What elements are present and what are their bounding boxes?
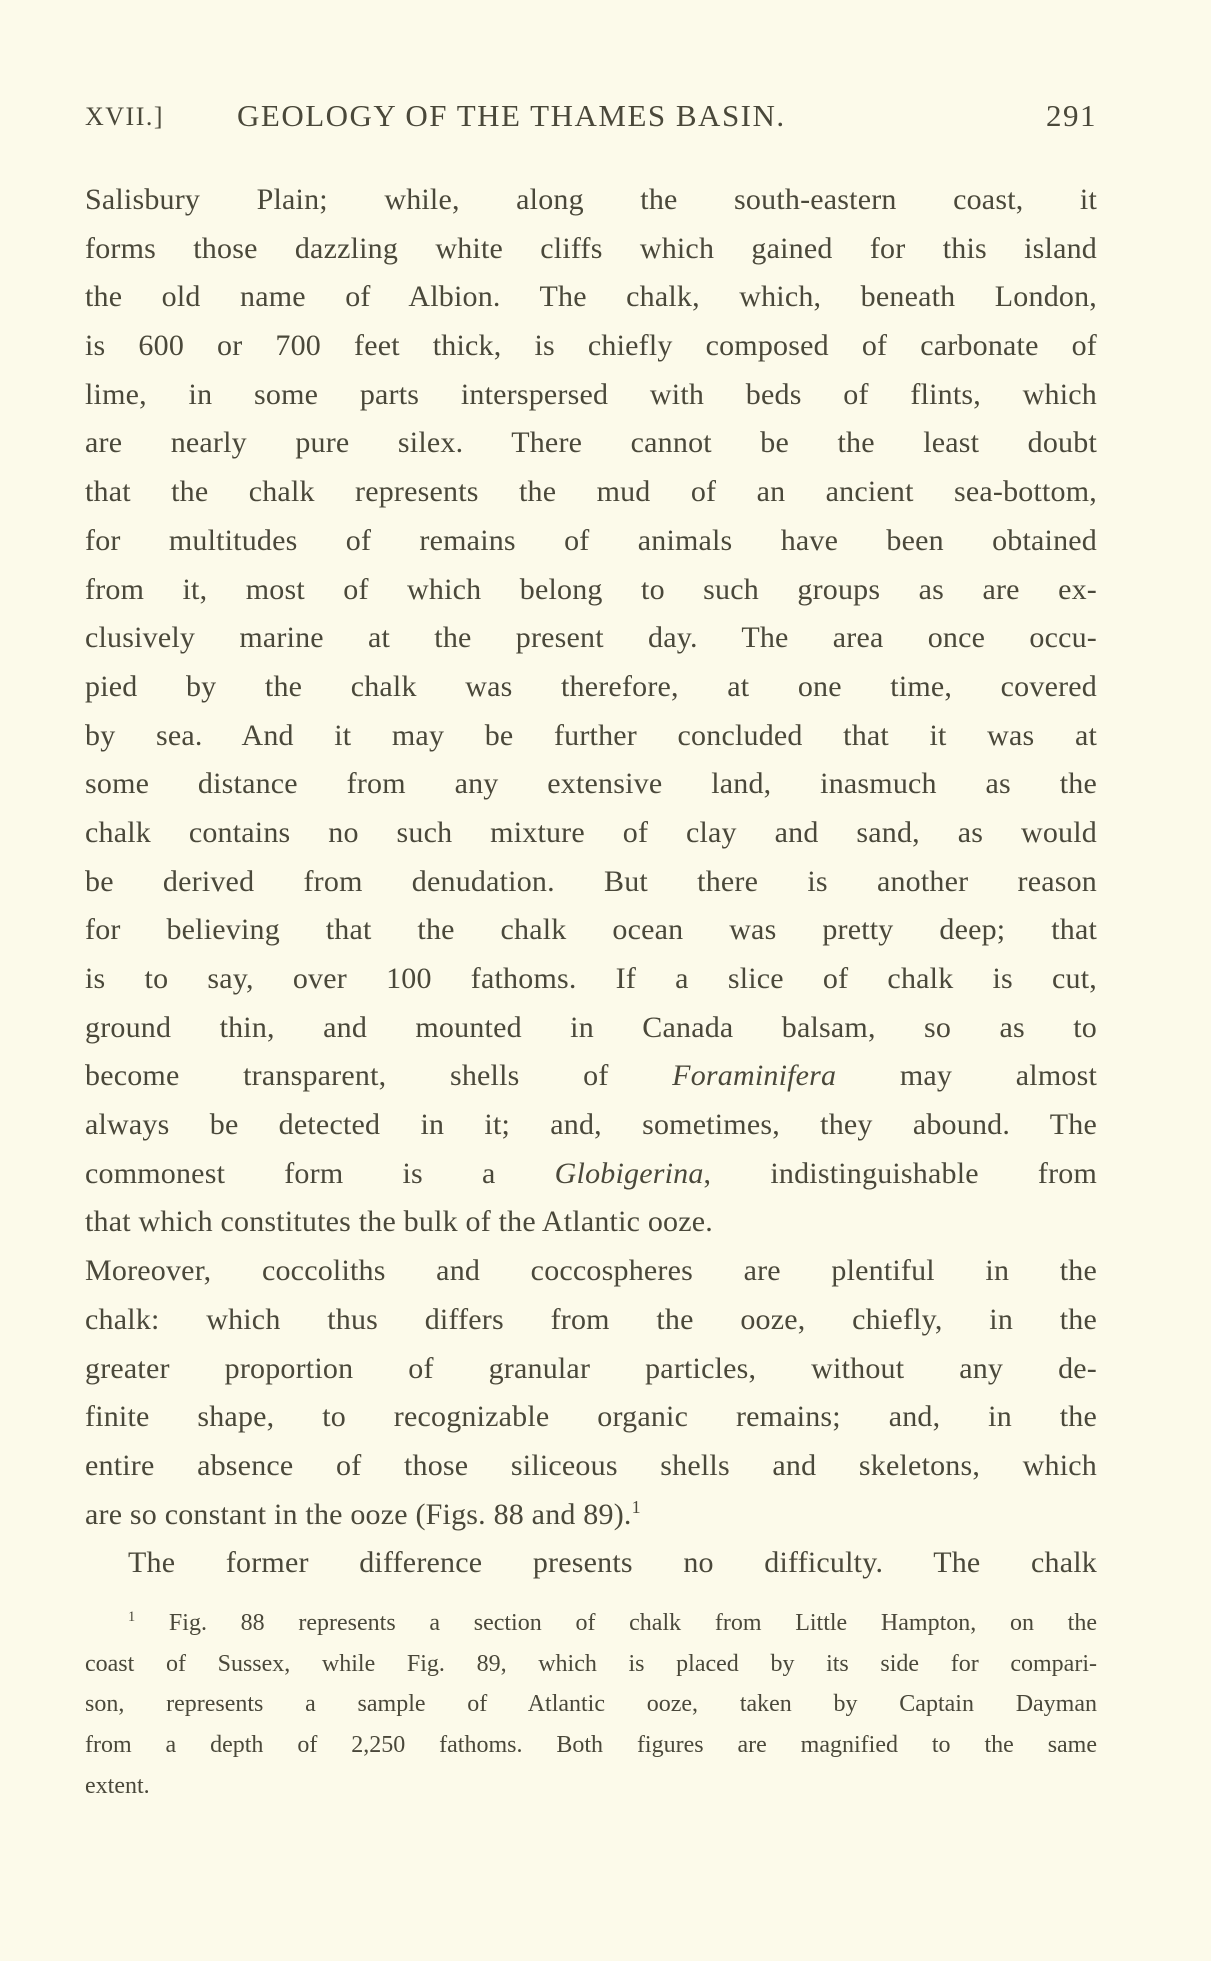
text-segment: , indistinguishable from: [703, 1156, 1098, 1190]
footnote-line: [85, 1603, 1097, 1644]
text-line: [85, 858, 1097, 907]
text-line: [85, 1247, 1097, 1296]
footnote-text: extent.: [85, 1772, 150, 1799]
text-line: [85, 176, 1097, 225]
text-line: [85, 419, 1097, 468]
footnote-line: [85, 1766, 1097, 1807]
text-line: [85, 1491, 1097, 1540]
footnote-line: [85, 1644, 1097, 1685]
chapter-number: XVII.]: [85, 102, 165, 131]
text-segment: become transparent, shells of: [85, 1059, 673, 1093]
text-line: [85, 1393, 1097, 1442]
text-segment: may almost: [836, 1059, 1097, 1093]
text-segment: chalk contains no such mixture of clay and sand, as would: [85, 815, 1097, 849]
italic-term: Globigerina: [554, 1156, 704, 1190]
text-segment: chalk: which thus differs from the ooze, chiefly, in the: [85, 1302, 1097, 1336]
text-segment: the old name of Albion. The chalk, which, beneath London,: [85, 280, 1097, 314]
footnote-marker: 1: [128, 1609, 136, 1625]
text-line: [85, 371, 1097, 420]
text-segment: Salisbury Plain; while, along the south-eastern coast, it: [85, 183, 1097, 216]
text-segment: lime, in some parts interspersed with beds of flints, which: [85, 377, 1097, 411]
text-segment: Moreover, coccoliths and coccospheres are plentiful in the: [85, 1254, 1097, 1288]
text-line: [85, 322, 1097, 371]
text-line: [85, 1052, 1097, 1101]
text-segment: clusively marine at the present day. The area once occu-: [85, 621, 1097, 655]
footnote-line: [85, 1725, 1097, 1766]
text-line: [85, 1101, 1097, 1150]
footnote-reference: 1: [631, 1496, 641, 1517]
text-segment: entire absence of those siliceous shells and skeletons, which: [85, 1448, 1097, 1482]
text-line: [85, 712, 1097, 761]
italic-term: Foraminifera: [672, 1059, 837, 1093]
text-line: [85, 760, 1097, 809]
text-line: [85, 1150, 1097, 1199]
text-line: [85, 1004, 1097, 1053]
text-line: [85, 1345, 1097, 1394]
text-line: [85, 906, 1097, 955]
text-line: [85, 517, 1097, 566]
text-segment: some distance from any extensive land, inasmuch as the: [85, 767, 1097, 801]
text-segment: is 600 or 700 feet thick, is chiefly composed of carbonate of: [85, 329, 1097, 363]
text-segment: pied by the chalk was therefore, at one time, covered: [85, 669, 1097, 703]
text-segment: that which constitutes the bulk of the Atlantic ooze.: [85, 1205, 713, 1239]
text-segment: are so constant in the ooze (Figs. 88 and 89).: [85, 1497, 632, 1531]
text-line: [85, 663, 1097, 712]
text-segment: from it, most of which belong to such groups as are ex-: [85, 572, 1097, 606]
running-title: GEOLOGY OF THE THAMES BASIN.: [237, 98, 786, 133]
footnote-text: from a depth of 2,250 fathoms. Both figures are magnified to the same: [85, 1732, 1097, 1759]
footnote-text: coast of Sussex, while Fig. 89, which is placed by its side for compari-: [85, 1650, 1097, 1677]
text-segment: forms those dazzling white cliffs which gained for this island: [85, 231, 1097, 265]
text-line: [85, 955, 1097, 1004]
text-segment: commonest form is a: [85, 1156, 555, 1190]
text-line: [85, 1198, 1097, 1247]
text-segment: are nearly pure silex. There cannot be the least doubt: [85, 426, 1097, 460]
text-line: [85, 468, 1097, 517]
footnote-text: son, represents a sample of Atlantic ooze, taken by Captain Dayman: [85, 1691, 1097, 1718]
text-line: [85, 1296, 1097, 1345]
text-segment: for believing that the chalk ocean was pretty deep; that: [85, 913, 1097, 947]
text-segment: by sea. And it may be further concluded that it was at: [85, 718, 1097, 752]
text-segment: is to say, over 100 fathoms. If a slice of chalk is cut,: [85, 962, 1097, 995]
text-segment: be derived from denudation. But there is another reason: [85, 864, 1097, 898]
footnote-line: [85, 1684, 1097, 1725]
footnote: [85, 1603, 1097, 1806]
running-header: [85, 98, 1097, 142]
text-line: [85, 273, 1097, 322]
text-line: [85, 1442, 1097, 1491]
page-number: 291: [1046, 98, 1097, 133]
text-segment: The former difference presents no difficulty. The chalk: [128, 1546, 1097, 1580]
text-line: [85, 225, 1097, 274]
text-segment: greater proportion of granular particles, without any de-: [85, 1351, 1097, 1385]
text-segment: ground thin, and mounted in Canada balsam, so as to: [85, 1010, 1097, 1044]
text-segment: that the chalk represents the mud of an ancient sea-bottom,: [85, 475, 1097, 509]
text-line: [85, 614, 1097, 663]
text-line: [85, 1539, 1097, 1588]
text-segment: always be detected in it; and, sometimes, they abound. The: [85, 1108, 1097, 1142]
body-text: [85, 176, 1097, 1588]
text-line: [85, 566, 1097, 615]
footnote-text: Fig. 88 represents a section of chalk from Little Hampton, on the: [168, 1610, 1097, 1636]
text-segment: for multitudes of remains of animals have been obtained: [85, 523, 1097, 557]
text-line: [85, 809, 1097, 858]
text-segment: finite shape, to recognizable organic remains; and, in the: [85, 1400, 1097, 1434]
